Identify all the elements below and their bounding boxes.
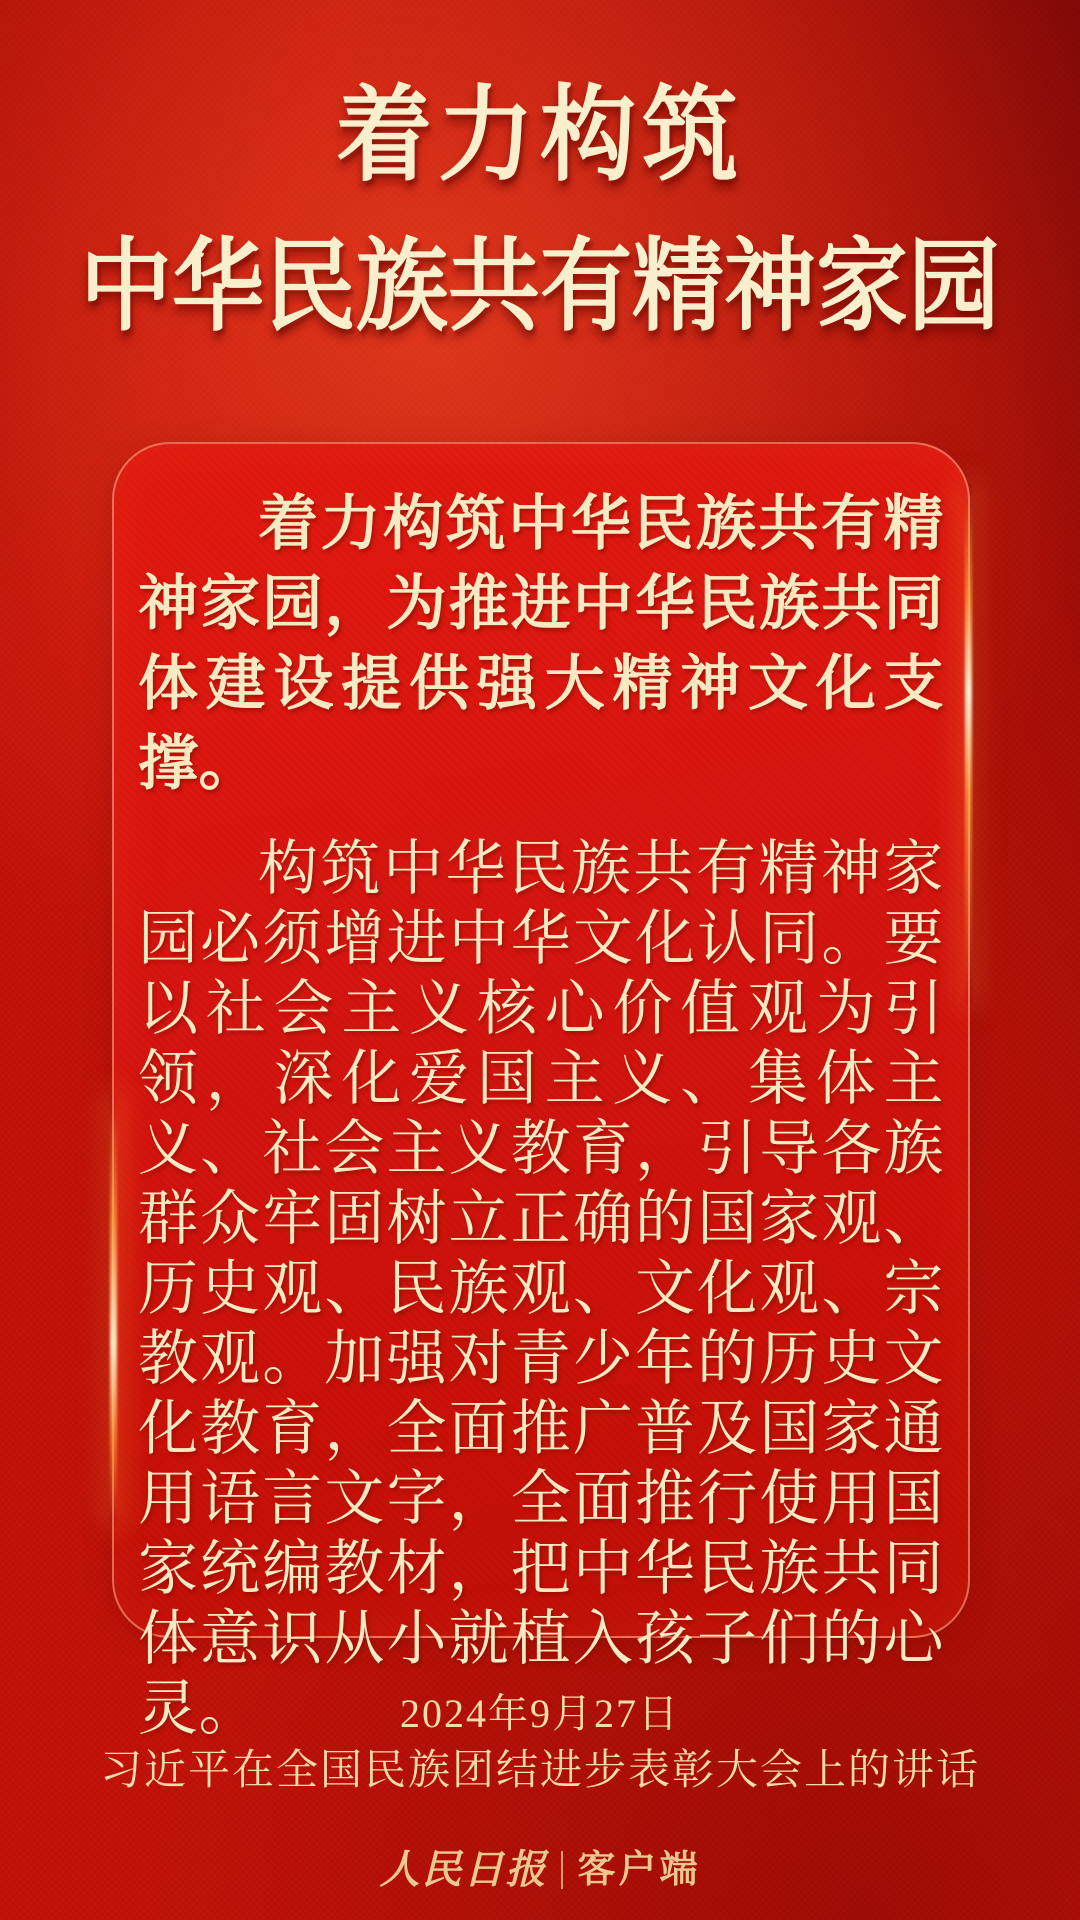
headline-line-1: 着力构筑 (336, 77, 744, 194)
headline-line-2: 中华民族共有精神家园 (79, 230, 1000, 344)
quote-lead-paragraph: 着力构筑中华民族共有精神家园，为推进中华民族共同体建设提供强大精神文化支撑。 (138, 490, 944, 797)
poster-headline (0, 77, 1080, 344)
client-label: 客户端 (577, 1849, 701, 1891)
speech-date: 2024年9月27日 (400, 1691, 680, 1736)
quote-body-paragraph: 构筑中华民族共有精神家园必须增进中华文化认同。要以社会主义核心价值观为引领，深化爱国主义、集体主义、社会主义教育，引导各族群众牢固树立正确的国家观、历史观、民族观、文化观、宗教观。加强对青少年的历史文化教育，全面推广普及国家通用语言文字，全面推行使用国家统编教材，把中华民族共同体意识从小就植入孩子们的心灵。 (138, 835, 944, 1742)
speech-attribution: 习近平在全国民族团结进步表彰大会上的讲话 (99, 1748, 980, 1794)
light-streak-left (110, 1094, 117, 1524)
peoples-daily-logo (0, 1848, 1080, 1892)
peoples-daily-masthead: 人民日报 (379, 1846, 548, 1893)
logo-divider (561, 1851, 563, 1889)
light-streak-right (965, 484, 972, 1004)
